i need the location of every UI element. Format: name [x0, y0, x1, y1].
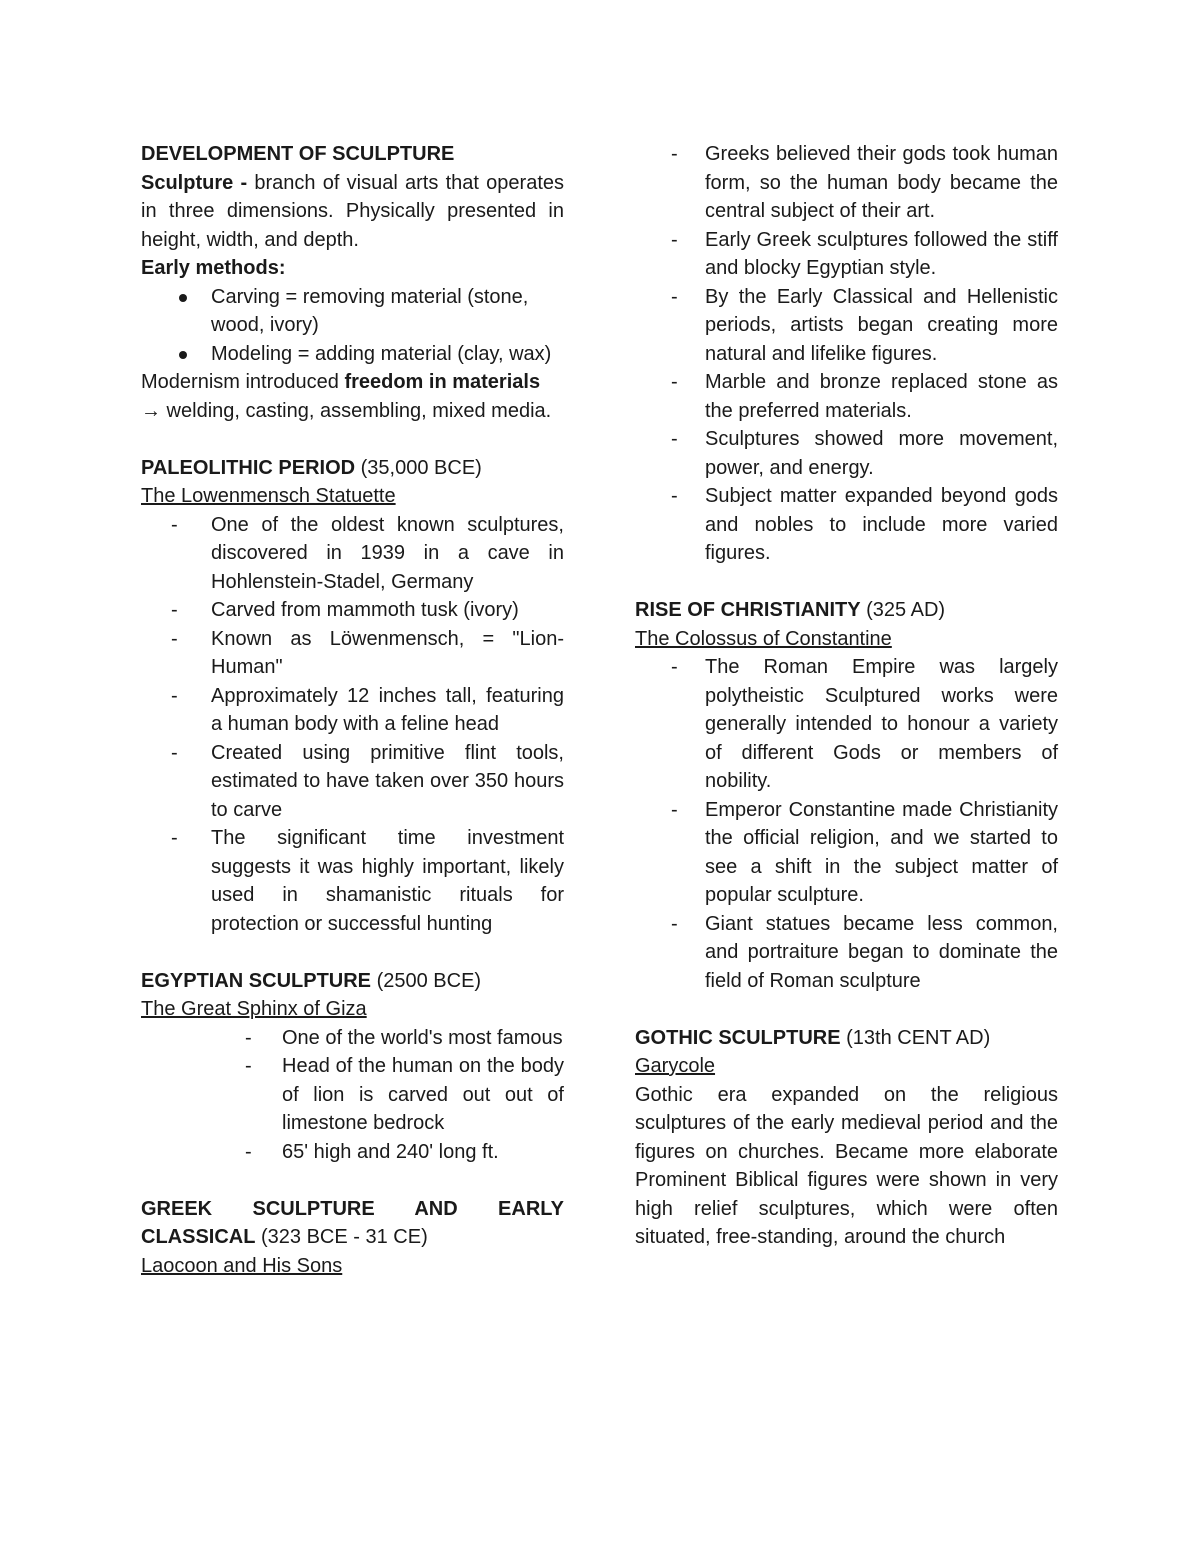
paleolithic-list: [141, 511, 564, 939]
section-heading-egyptian: EGYPTIAN SCULPTURE (2500 BCE): [141, 969, 482, 992]
list-item: - Subject matter expanded beyond gods and nobles to include more varied figures.: [671, 485, 1058, 564]
left-column: [141, 140, 564, 1280]
list-item: - 65' high and 240' long ft.: [245, 1140, 499, 1163]
section-heading-paleolithic: PALEOLITHIC PERIOD (35,000 BCE): [141, 456, 482, 479]
definition-text: branch of visual arts that operates in three dimensions. Physically presented in height, width, and depth.: [141, 171, 564, 251]
list-item: - Carved from mammoth tusk (ivory): [171, 599, 519, 621]
list-item: - Emperor Constantine made Christianity the official religion, and we started to see a shift in the subject matter of popular sculpture.: [671, 798, 1058, 906]
greek-list: [635, 140, 1058, 568]
list-item: - Known as Löwenmensch, = "Lion-Human": [171, 627, 564, 678]
list-item: - The significant time investment suggests it was highly important, likely used in shamanistic rituals for protection or successful hunting: [171, 827, 564, 935]
section-heading-gothic: GOTHIC SCULPTURE (13th CENT AD): [635, 1026, 991, 1049]
modernism-paragraph: Modernism introduced freedom in materials → welding, casting, assembling, mixed media.: [141, 371, 552, 422]
work-title-lowenmensch: The Lowenmensch Statuette: [141, 485, 396, 507]
work-title-colossus: The Colossus of Constantine: [635, 627, 892, 650]
list-item: - Approximately 12 inches tall, featuring a human body with a feline head: [171, 684, 564, 735]
work-title-sphinx: The Great Sphinx of Giza: [141, 998, 367, 1020]
list-item: - Head of the human on the body of lion is carved out out of limestone bedrock: [245, 1055, 564, 1134]
work-title-garycole: Garycole: [635, 1055, 716, 1077]
bullet-icon: [179, 351, 187, 359]
section-heading-greek: GREEK SCULPTURE AND EARLY CLASSICAL (323 BCE - 31 CE): [141, 1197, 564, 1248]
gothic-paragraph: Gothic era expanded on the religious sculptures of the early medieval period and the figures on churches. Became more elaborate Prominent Biblical figures were shown in very high relief sculptures, which were often situated, free-standing, around the church: [635, 1083, 1058, 1248]
list-item: - Giant statues became less common, and portraiture began to dominate the field of Roman sculpture: [671, 912, 1058, 992]
list-item: - Greeks believed their gods took human form, so the human body became the central subject of their art.: [671, 143, 1058, 222]
list-item: - One of the oldest known sculptures, discovered in 1939 in a cave in Hohlenstein-Stadel, Germany: [171, 513, 564, 593]
list-item: Modeling = adding material (clay, wax): [141, 340, 564, 369]
early-methods-list: [141, 283, 564, 369]
list-item: - Sculptures showed more movement, power, and energy.: [671, 428, 1058, 479]
list-item: - The Roman Empire was largely polytheistic Sculptured works were generally intended to honour a variety of different Gods or members of nobility.: [671, 656, 1058, 792]
modernism-bold: freedom in materials: [344, 371, 541, 393]
list-item: - By the Early Classical and Hellenistic periods, artists began creating more natural and lifelike figures.: [671, 285, 1058, 365]
section-heading-christianity: RISE OF CHRISTIANITY (325 AD): [635, 599, 946, 621]
bullet-icon: [179, 294, 187, 302]
definition-term: Sculpture -: [141, 171, 248, 194]
list-item: - Early Greek sculptures followed the stiff and blocky Egyptian style.: [671, 228, 1058, 279]
list-item: - Created using primitive flint tools, estimated to have taken over 350 hours to carve: [171, 741, 564, 821]
work-title-laocoon: Laocoon and His Sons: [141, 1254, 343, 1277]
list-item: - Marble and bronze replaced stone as the preferred materials.: [671, 371, 1058, 422]
document-title: DEVELOPMENT OF SCULPTURE: [141, 143, 455, 165]
right-column: [635, 140, 1058, 1252]
list-item: Carving = removing material (stone, wood, ivory): [141, 283, 564, 340]
christianity-list: [635, 653, 1058, 995]
early-methods-label: Early methods:: [141, 257, 286, 279]
list-item: - One of the world's most famous: [245, 1026, 563, 1049]
egyptian-list: [141, 1024, 564, 1167]
sculpture-definition: [141, 169, 564, 255]
